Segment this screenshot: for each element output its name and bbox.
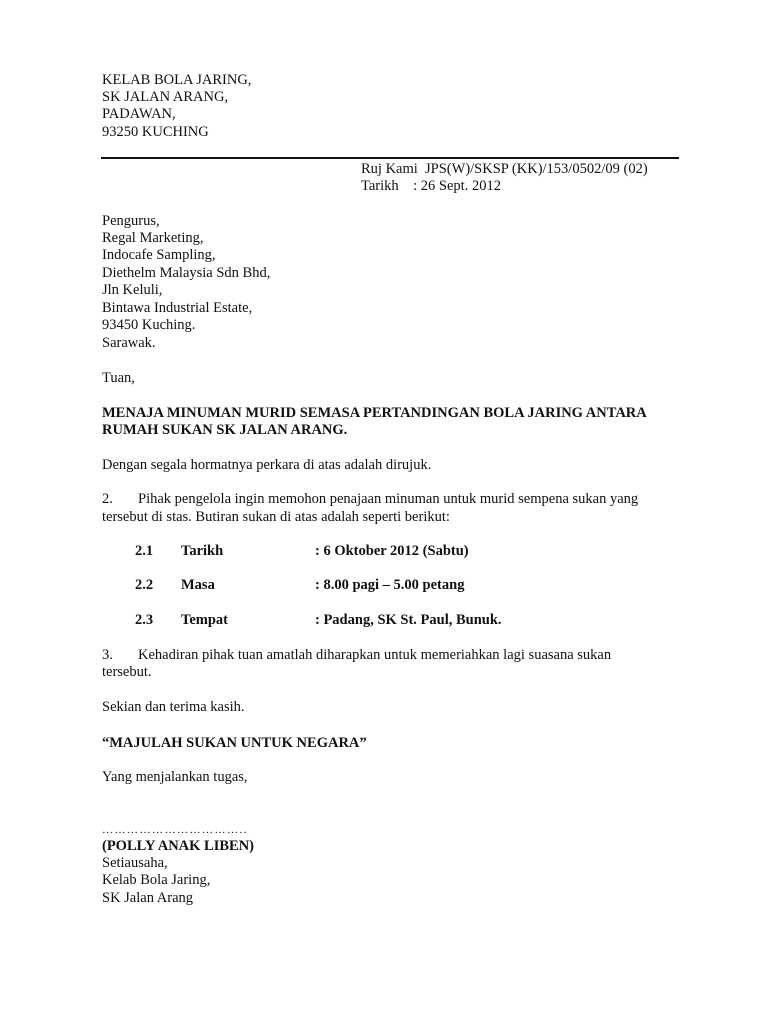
salutation: Tuan, xyxy=(102,370,135,386)
recipient-line-5: Jln Keluli, xyxy=(102,282,163,298)
detail-number: 2.1 xyxy=(135,543,154,559)
recipient-line-6: Bintawa Industrial Estate, xyxy=(102,300,253,316)
sender-line-3: PADAWAN, xyxy=(102,106,176,122)
reference-number: Ruj Kami JPS(W)/SKSP (KK)/153/0502/09 (02) xyxy=(361,161,648,177)
recipient-line-4: Diethelm Malaysia Sdn Bhd, xyxy=(102,265,271,281)
detail-number: 2.3 xyxy=(135,612,154,628)
paragraph-3-line-1: Kehadiran pihak tuan amatlah diharapkan untuk memeriahkan lagi suasana sukan xyxy=(138,647,612,663)
detail-label: Tarikh xyxy=(181,543,224,559)
recipient-line-7: 93450 Kuching. xyxy=(102,317,196,333)
paragraph-3-number: 3. xyxy=(102,647,113,663)
detail-number: 2.2 xyxy=(135,577,154,593)
detail-label: Masa xyxy=(181,577,215,593)
sender-line-1: KELAB BOLA JARING, xyxy=(102,72,252,88)
signoff: Yang menjalankan tugas, xyxy=(102,769,248,785)
subject-line-2: RUMAH SUKAN SK JALAN ARANG. xyxy=(102,422,348,438)
paragraph-2-number: 2. xyxy=(102,491,113,507)
detail-value: : 6 Oktober 2012 (Sabtu) xyxy=(315,543,469,559)
signatory-name: (POLLY ANAK LIBEN) xyxy=(102,838,255,854)
subject-line-1: MENAJA MINUMAN MURID SEMASA PERTANDINGAN BOLA JARING ANTARA xyxy=(102,405,647,421)
detail-value: : Padang, SK St. Paul, Bunuk. xyxy=(315,612,502,628)
paragraph-2-line-2: tersebut di stas. Butiran sukan di atas adalah seperti berikut: xyxy=(102,509,450,525)
sender-line-4: 93250 KUCHING xyxy=(102,124,209,140)
reference-date: Tarikh : 26 Sept. 2012 xyxy=(361,178,501,194)
paragraph-2-line-1: Pihak pengelola ingin memohon penajaan minuman untuk murid sempena sukan yang xyxy=(138,491,639,507)
signatory-org: Kelab Bola Jaring, xyxy=(102,872,211,888)
motto: “MAJULAH SUKAN UNTUK NEGARA” xyxy=(102,735,367,751)
sender-line-2: SK JALAN ARANG, xyxy=(102,89,229,105)
signatory-school: SK Jalan Arang xyxy=(102,890,194,906)
detail-label: Tempat xyxy=(181,612,228,628)
closing-text: Sekian dan terima kasih. xyxy=(102,699,245,715)
paragraph-1: Dengan segala hormatnya perkara di atas adalah dirujuk. xyxy=(102,457,432,473)
recipient-line-2: Regal Marketing, xyxy=(102,230,204,246)
signature-line: …………………………….. xyxy=(102,824,248,836)
recipient-line-3: Indocafe Sampling, xyxy=(102,247,216,263)
detail-value: : 8.00 pagi – 5.00 petang xyxy=(315,577,465,593)
recipient-line-1: Pengurus, xyxy=(102,213,160,229)
signatory-title: Setiausaha, xyxy=(102,855,168,871)
paragraph-3-line-2: tersebut. xyxy=(102,664,152,680)
recipient-line-8: Sarawak. xyxy=(102,335,156,351)
header-divider xyxy=(101,157,679,159)
